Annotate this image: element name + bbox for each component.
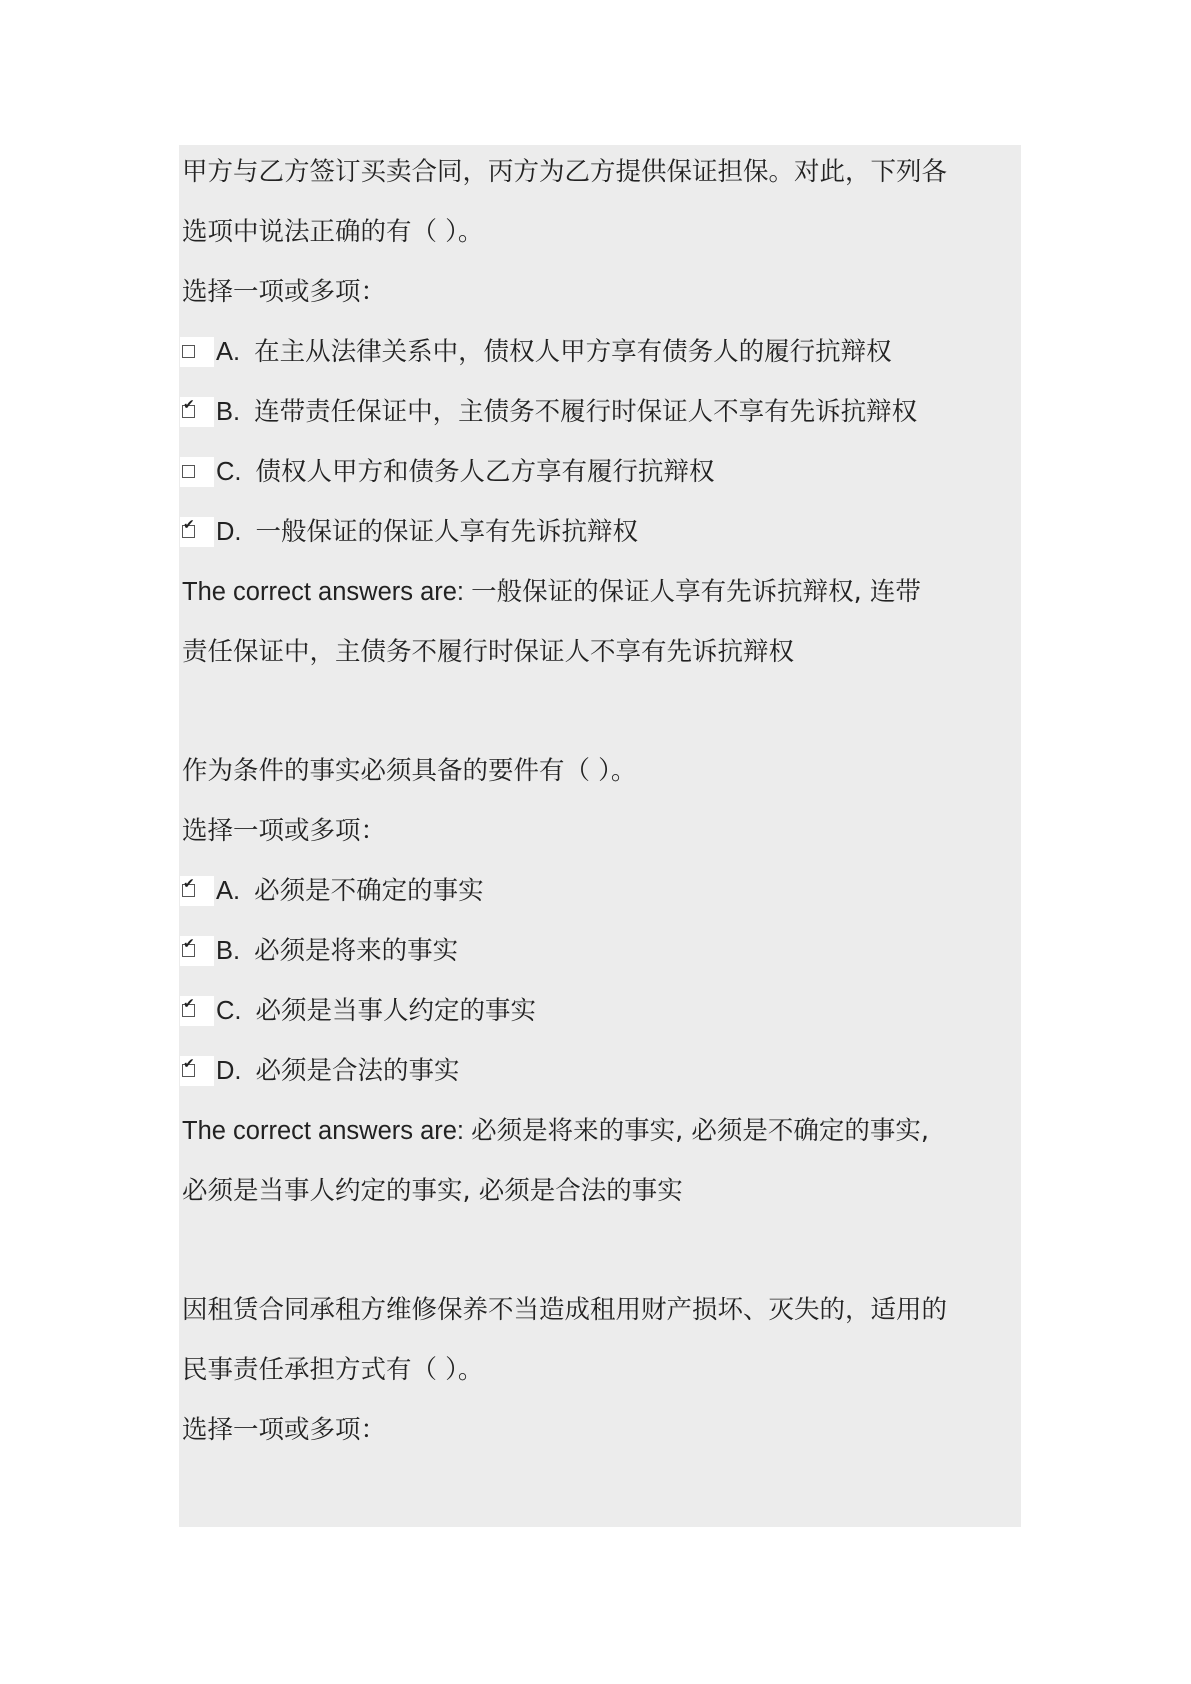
question-1-correct-answer-line-2: 责任保证中，主债务不履行时保证人不享有先诉抗辩权 — [182, 637, 795, 667]
question-1-instruction: 选择一项或多项： — [182, 277, 387, 307]
question-1-option-a[interactable] — [182, 334, 1024, 370]
question-3-instruction: 选择一项或多项： — [182, 1415, 387, 1445]
option-text: 债权人甲方和债务人乙方享有履行抗辩权 — [255, 457, 715, 487]
option-letter: B. — [216, 398, 241, 426]
question-1-option-b[interactable] — [182, 394, 1024, 430]
checkbox-checked-icon[interactable]: ✔ — [180, 517, 214, 547]
question-1-stem-line-1: 甲方与乙方签订买卖合同，丙方为乙方提供保证担保。对此，下列各 — [182, 157, 948, 187]
question-3-stem-line-1: 因租赁合同承租方维修保养不当造成租用财产损坏、灭失的，适用的 — [182, 1295, 948, 1325]
question-2-stem-line-1: 作为条件的事实必须具备的要件有（ ）。 — [182, 756, 637, 786]
question-3-stem-line-2: 民事责任承担方式有（ ）。 — [182, 1355, 484, 1385]
option-text: 连带责任保证中，主债务不履行时保证人不享有先诉抗辩权 — [254, 397, 918, 427]
checkbox-unchecked-icon[interactable] — [180, 337, 214, 367]
question-1-correct-answer-line-1 — [182, 574, 1024, 610]
question-1-stem-line-2: 选项中说法正确的有（ ）。 — [182, 217, 484, 247]
answer-text: 一般保证的保证人享有先诉抗辩权, 连带 — [471, 577, 921, 607]
option-text: 必须是不确定的事实 — [254, 876, 484, 906]
question-2-option-d[interactable] — [182, 1053, 1024, 1089]
option-letter: A. — [216, 338, 241, 366]
question-2-correct-answer-line-1 — [182, 1113, 1024, 1149]
option-letter: A. — [216, 877, 241, 905]
checkbox-unchecked-icon[interactable] — [180, 457, 214, 487]
option-letter: B. — [216, 937, 241, 965]
option-letter: D. — [216, 1057, 242, 1085]
option-text: 必须是将来的事实 — [254, 936, 459, 966]
question-2-option-b[interactable] — [182, 933, 1024, 969]
option-text: 必须是合法的事实 — [255, 1056, 460, 1086]
checkbox-checked-icon[interactable]: ✔ — [180, 876, 214, 906]
question-2-option-a[interactable] — [182, 873, 1024, 909]
option-letter: C. — [216, 458, 242, 486]
answer-text: 必须是将来的事实, 必须是不确定的事实, — [471, 1116, 929, 1146]
option-letter: D. — [216, 518, 242, 546]
option-text: 必须是当事人约定的事实 — [255, 996, 537, 1026]
answer-prefix: The correct answers are: — [182, 578, 472, 606]
question-2-correct-answer-line-2: 必须是当事人约定的事实, 必须是合法的事实 — [182, 1176, 683, 1206]
checkbox-checked-icon[interactable]: ✔ — [180, 936, 214, 966]
question-1-option-d[interactable] — [182, 514, 1024, 550]
question-2-instruction: 选择一项或多项： — [182, 816, 387, 846]
checkbox-checked-icon[interactable]: ✔ — [180, 1056, 214, 1086]
option-text: 在主从法律关系中，债权人甲方享有债务人的履行抗辩权 — [254, 337, 892, 367]
question-1-option-c[interactable] — [182, 454, 1024, 490]
checkbox-checked-icon[interactable]: ✔ — [180, 996, 214, 1026]
checkbox-checked-icon[interactable]: ✔ — [180, 397, 214, 427]
option-text: 一般保证的保证人享有先诉抗辩权 — [255, 517, 639, 547]
question-2-option-c[interactable] — [182, 993, 1024, 1029]
answer-prefix: The correct answers are: — [182, 1117, 472, 1145]
option-letter: C. — [216, 997, 242, 1025]
